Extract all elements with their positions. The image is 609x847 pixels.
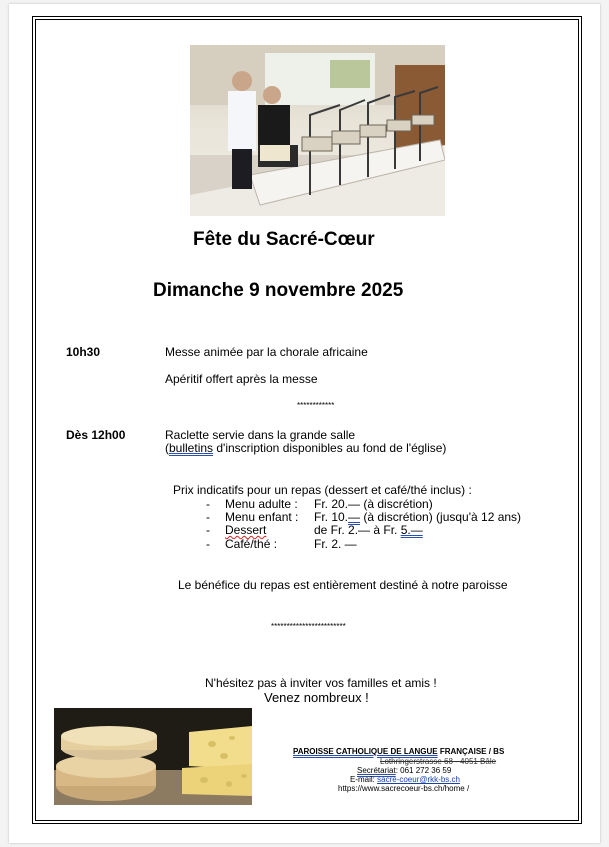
footer-email-label: E-mail: bbox=[350, 775, 378, 784]
price-child-b: — bbox=[348, 510, 361, 524]
schedule-aperitif: Apéritif offert après la messe bbox=[165, 372, 318, 386]
raclette-photo-illustration bbox=[190, 45, 445, 216]
welcome-text: Venez nombreux ! bbox=[264, 690, 369, 705]
price-label-coffee: Café/thé : bbox=[225, 537, 278, 551]
prices-intro: Prix indicatifs pour un repas (dessert et café/thé inclus) : bbox=[173, 483, 472, 497]
footer-secretariat-label: Secrétariat bbox=[357, 766, 396, 775]
footer-secretariat bbox=[357, 766, 451, 775]
inscription-note bbox=[165, 441, 446, 455]
price-bullet-adult: - bbox=[206, 497, 210, 511]
inscription-rest: d'inscription disponibles au fond de l'église) bbox=[213, 441, 447, 455]
raclette-machines-photo bbox=[190, 45, 445, 216]
price-bullet-child: - bbox=[206, 510, 210, 524]
price-value-adult: Fr. 20.— (à discrétion) bbox=[314, 497, 433, 511]
footer-email bbox=[350, 775, 460, 784]
price-child-c: (à discrétion) (jusqu'à 12 ans) bbox=[360, 510, 522, 524]
footer-secretariat-value: : 061 272 36 59 bbox=[395, 766, 452, 775]
schedule-time-1030: 10h30 bbox=[66, 345, 101, 359]
invite-text: N'hésitez pas à inviter vos familles et amis ! bbox=[205, 676, 437, 690]
price-label-child: Menu enfant : bbox=[225, 510, 299, 524]
event-title: Fête du Sacré-Cœur bbox=[193, 229, 375, 250]
schedule-mass: Messe animée par la chorale africaine bbox=[165, 345, 368, 359]
schedule-time-1200: Dès 12h00 bbox=[66, 428, 126, 442]
price-child-a: Fr. 10. bbox=[314, 510, 349, 524]
footer-parish bbox=[293, 747, 504, 756]
price-value-dessert bbox=[314, 523, 423, 537]
event-date: Dimanche 9 novembre 2025 bbox=[153, 280, 404, 301]
price-value-child bbox=[314, 510, 521, 524]
benefit-note: Le bénéfice du repas est entièrement destiné à notre paroisse bbox=[178, 578, 508, 592]
price-label-dessert: Dessert bbox=[225, 523, 267, 537]
footer-website[interactable]: https://www.sacrecoeur-bs.ch/home / bbox=[338, 784, 470, 793]
cheese-photo bbox=[54, 708, 252, 805]
price-dessert-a: de Fr. 2.— à Fr. bbox=[314, 523, 401, 537]
inscription-bulletins-word: bulletins bbox=[169, 441, 214, 455]
price-bullet-coffee: - bbox=[206, 537, 210, 551]
price-value-coffee: Fr. 2. — bbox=[314, 537, 357, 551]
separator-short: ************ bbox=[297, 401, 335, 410]
price-dessert-b: 5.— bbox=[400, 523, 423, 537]
inscription-open: ( bbox=[165, 441, 169, 455]
price-bullet-dessert: - bbox=[206, 523, 210, 537]
schedule-raclette: Raclette servie dans la grande salle bbox=[165, 428, 356, 442]
separator-long: ************************ bbox=[271, 622, 346, 631]
cheese-photo-illustration bbox=[54, 708, 252, 805]
footer-email-link[interactable]: sacre-coeur@rkk-bs.ch bbox=[377, 775, 460, 784]
price-label-adult: Menu adulte : bbox=[225, 497, 298, 511]
footer-parish-tail: FRANÇAISE / BS bbox=[437, 747, 505, 756]
footer-parish-name: PAROISSE CATHOLIQUE DE LANGUE bbox=[293, 747, 438, 756]
footer-address: Lothringerstrasse 68 - 4051 Bâle bbox=[380, 757, 497, 766]
